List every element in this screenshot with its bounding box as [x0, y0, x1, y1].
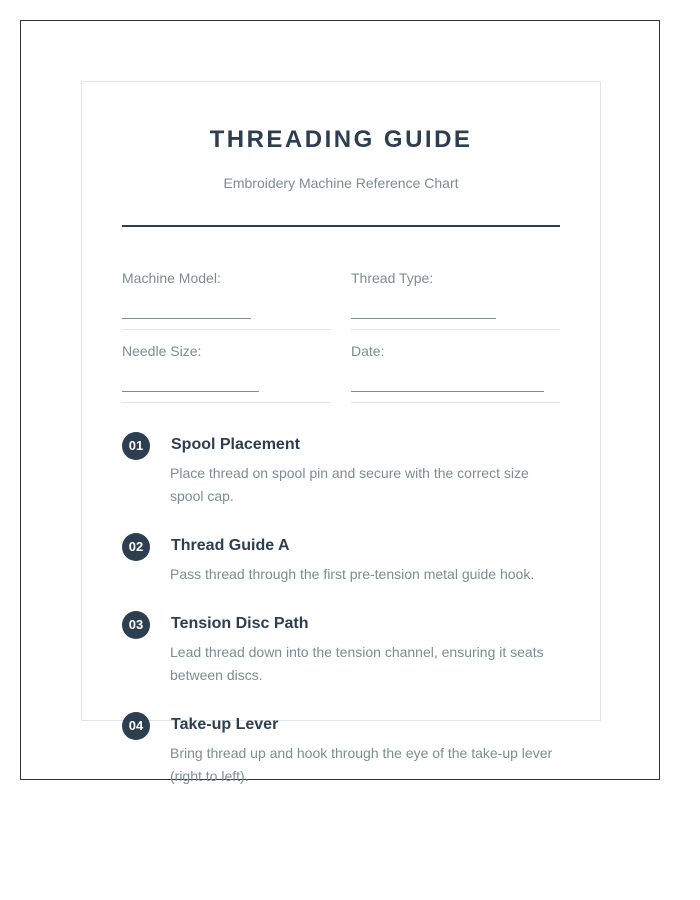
field-underline [351, 318, 496, 319]
step-title: Spool Placement [171, 436, 300, 453]
step-number-badge: 02 [122, 533, 150, 561]
step-description: Lead thread down into the tension channel, ensuring it seats between discs. [170, 644, 544, 683]
step-title: Tension Disc Path [171, 615, 309, 632]
step-title: Take-up Lever [171, 716, 279, 733]
field-label: Needle Size: [122, 343, 202, 359]
step-number-badge: 04 [122, 712, 150, 740]
field-machine-model[interactable] [122, 270, 331, 330]
field-thread-type[interactable] [351, 270, 560, 330]
title-divider [122, 225, 560, 227]
field-label: Thread Type: [351, 270, 434, 286]
field-label: Date: [351, 343, 385, 359]
field-needle-size[interactable] [122, 343, 331, 403]
step-number-badge: 01 [122, 432, 150, 460]
step-number-badge: 03 [122, 611, 150, 639]
field-underline [351, 391, 544, 392]
field-date[interactable] [351, 343, 560, 403]
step-description: Bring thread up and hook through the eye of the take-up lever (right to left). [170, 745, 553, 784]
field-label: Machine Model: [122, 270, 221, 286]
field-underline [122, 391, 259, 392]
step-description: Place thread on spool pin and secure with the correct size spool cap. [170, 465, 529, 504]
step-title: Thread Guide A [171, 537, 290, 554]
step-description: Pass thread through the first pre-tension metal guide hook. [170, 566, 535, 582]
field-underline [122, 318, 251, 319]
page-subtitle: Embroidery Machine Reference Chart [223, 175, 459, 191]
page-title: THREADING GUIDE [209, 126, 473, 153]
